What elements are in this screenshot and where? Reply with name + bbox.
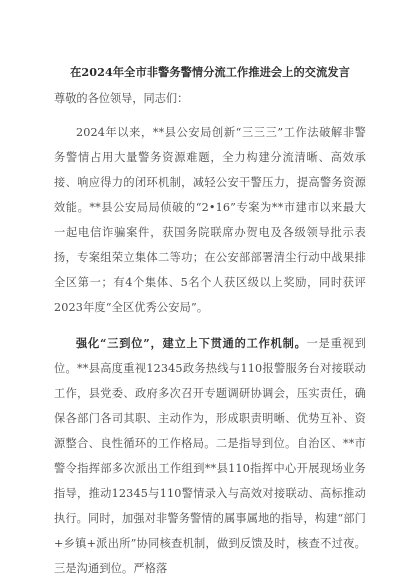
salutation: 尊敬的各位领导，同志们： <box>54 92 189 105</box>
body-paragraph-2 <box>54 331 366 581</box>
paragraph-2-lead: 强化“三到位”，建立上下贯通的工作机制。 <box>76 336 307 350</box>
paragraph-2-text: 一是重视到位。**县高度重视12345政务热线与110报警服务台对接联动工作，县党委、政府多次召开专题调研协调会，压实责任，确保各部门各司其职、主动作为，形成职责明晰、优势互补、资源整合、良性循环的工作格局。二是指导到位。自治区、**市警令指挥部多次派出工作组到**县110指挥中心开展现场业务指导，推动12345与110警情录入与高效对接联动、高标推动执行。同时，加强对非警务警情的属事属地的指导，构建“部门+乡镇+派出所”协同核查机制，做到反馈及时，核查不过夜。三是沟通到位。严格落 <box>54 337 366 575</box>
document-title: 在2024年全市非警务警情分流工作推进会上的交流发言 <box>70 65 350 79</box>
paragraph-1-text: 2024年以来，**县公安局创新“三三三”工作法破解非警务警情占用大量警务资源难题，全力构建分流清晰、高效承接、响应得力的闭环机制，减轻公安干警压力，提高警务资源效能。**县公安局局侦破的“2•16”专案为**市建市以来最大一起电信诈骗案件，获国务院联席办贺电及各级领导批示表扬，专案组荣立集体二等功；在公安部部署清尘行动中战果排全区第一；有4个集体、5名个人获区级以上奖励，同时获评2023年度“全区优秀公安局”。 <box>54 126 366 314</box>
body-paragraph-1 <box>54 120 366 320</box>
